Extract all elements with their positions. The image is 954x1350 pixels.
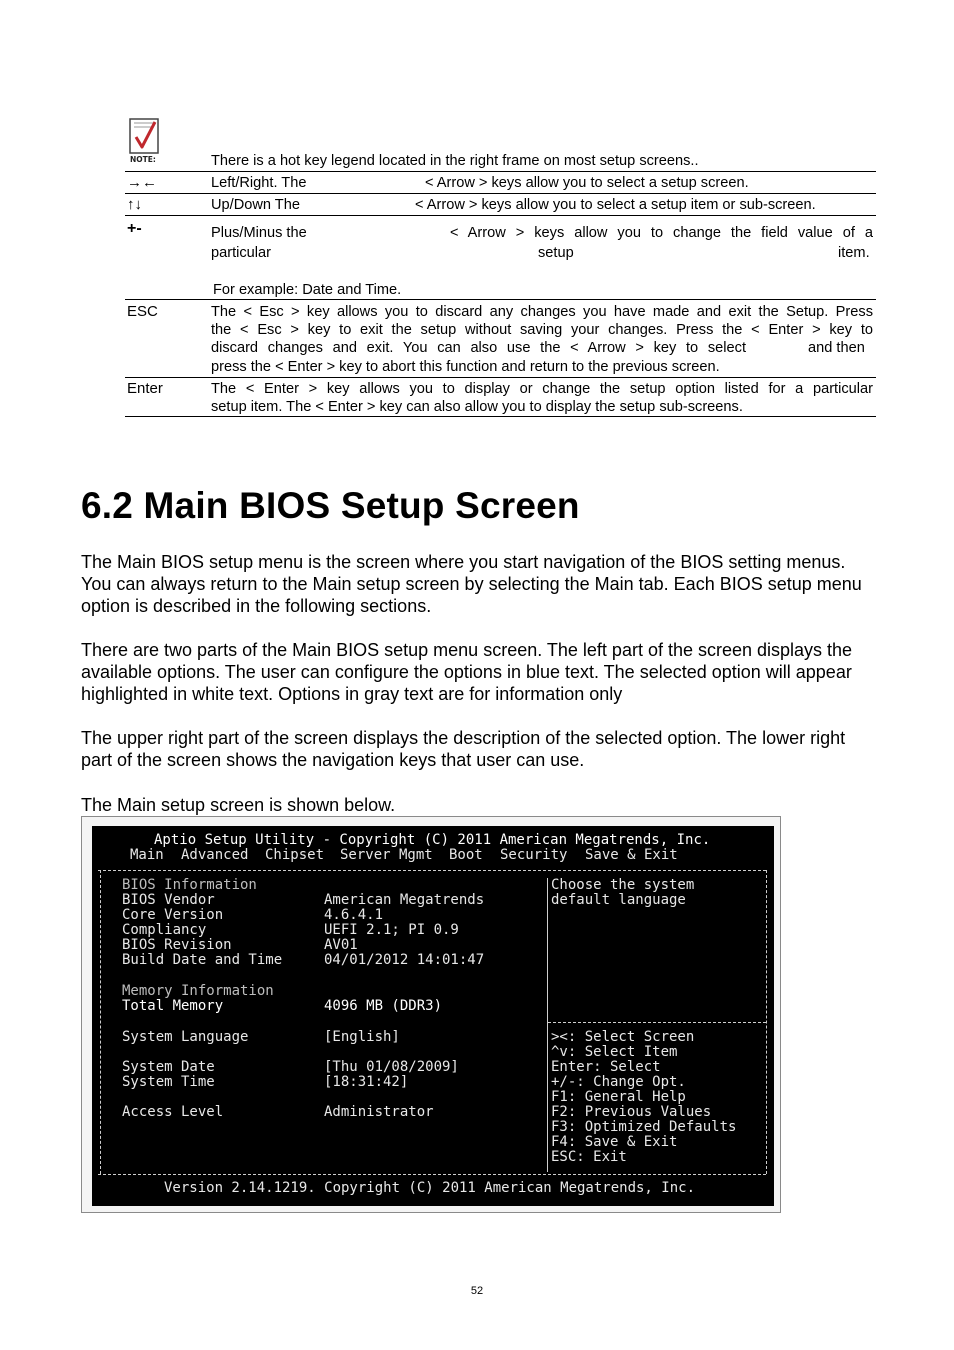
key-up-down-label: Up/Down The — [211, 197, 300, 213]
key-plus-minus-word2: setup — [538, 245, 574, 261]
bios-row-value: UEFI 2.1; PI 0.9 — [324, 922, 459, 938]
bios-menu-security[interactable]: Security — [500, 847, 568, 863]
key-esc-line1: The < Esc > key allows you to discard any changes you have made and exit the Setup. Press — [211, 304, 873, 320]
key-enter-line2: setup item. The < Enter > key can also allow you to display the setup sub-screens. — [211, 399, 743, 415]
paragraph-4: The Main setup screen is shown below. — [81, 795, 396, 815]
bios-row-label: Total Memory — [122, 998, 224, 1014]
bios-row-value: 04/01/2012 14:01:47 — [324, 952, 485, 968]
section-title: 6.2 Main BIOS Setup Screen — [81, 485, 580, 526]
table-rule — [125, 215, 876, 216]
key-enter: Enter — [127, 380, 163, 397]
bios-box-top — [98, 870, 766, 871]
bios-row-label: Compliancy — [122, 922, 207, 938]
key-esc-line2: the < Esc > key to exit the setup without saving your changes. Press the < Enter > key to — [211, 322, 873, 338]
bios-nav-key: F2: Previous Values — [551, 1104, 712, 1120]
bios-row-label: BIOS Vendor — [122, 892, 215, 908]
bios-nav-key: ^v: Select Item — [551, 1044, 678, 1060]
bios-row-label: Build Date and Time — [122, 952, 283, 968]
bios-menu-advanced[interactable]: Advanced — [181, 847, 249, 863]
bios-menu-server-mgmt[interactable]: Server Mgmt — [340, 847, 433, 863]
bios-system-date-label[interactable]: System Date — [122, 1059, 215, 1075]
table-rule — [125, 171, 876, 172]
bios-help-divider — [548, 1022, 766, 1023]
key-plus-minus-label: Plus/Minus the — [211, 225, 307, 241]
key-plus-minus-word3: item. — [838, 245, 870, 261]
bios-row-value: AV01 — [324, 937, 358, 953]
bios-row-label: Core Version — [122, 907, 224, 923]
key-left-right-desc: < Arrow > keys allow you to select a setup screen. — [425, 175, 749, 191]
bios-box-bottom — [98, 1174, 766, 1175]
bios-system-time-label[interactable]: System Time — [122, 1074, 215, 1090]
bios-system-language-value[interactable]: [English] — [324, 1029, 400, 1045]
bios-menu-main[interactable]: Main — [130, 847, 164, 863]
key-left-right: →← — [127, 174, 157, 191]
paragraph-2: There are two parts of the Main BIOS setup menu screen. The left part of the screen displays the available options. The user can configure the options in blue text. The selected option will appear highlighted in white text. Options in gray text are for information only — [81, 640, 853, 704]
bios-help-text: Choose the system — [551, 877, 695, 893]
bios-nav-key: ><: Select Screen — [551, 1029, 695, 1045]
bios-system-time-value[interactable]: [18:31:42] — [324, 1074, 409, 1090]
bios-box-divider — [547, 878, 548, 1172]
note-icon-label: NOTE: — [130, 155, 156, 164]
bios-screen — [92, 826, 774, 1206]
bios-row-label: BIOS Revision — [122, 937, 232, 953]
bios-help-text: default language — [551, 892, 686, 908]
table-rule — [125, 416, 876, 417]
key-up-down: ↑↓ — [127, 196, 142, 213]
bios-title: Aptio Setup Utility - Copyright (C) 2011 American Megatrends, Inc. — [154, 832, 711, 848]
bios-row-value: American Megatrends — [324, 892, 485, 908]
bios-row-value: Administrator — [324, 1104, 434, 1120]
bios-nav-key: F1: General Help — [551, 1089, 686, 1105]
paragraph-1: The Main BIOS setup menu is the screen where you start navigation of the BIOS setting menus. You can always return to the Main setup screen by selecting the Main tab. Each BIOS setup menu option is described in the following sections. — [81, 552, 862, 616]
note-icon — [128, 117, 164, 165]
bios-nav-key: Enter: Select — [551, 1059, 661, 1075]
bios-nav-key: F3: Optimized Defaults — [551, 1119, 737, 1135]
bios-nav-key: F4: Save & Exit — [551, 1134, 678, 1150]
table-rule — [125, 377, 876, 378]
bios-menu-boot[interactable]: Boot — [449, 847, 483, 863]
bios-row-label: Access Level — [122, 1104, 224, 1120]
key-esc-line4: press the < Enter > key to abort this function and return to the previous screen. — [211, 359, 720, 375]
key-esc-line3b: and then — [808, 340, 865, 356]
table-rule — [125, 299, 876, 300]
key-plus-minus-desc: < Arrow > keys allow you to change the field value of a — [450, 225, 873, 241]
key-plus-minus: +- — [127, 220, 142, 237]
bios-menu-save-exit[interactable]: Save & Exit — [585, 847, 678, 863]
key-esc: ESC — [127, 303, 158, 320]
bios-row-label: Memory Information — [122, 983, 274, 999]
bios-nav-key: +/-: Change Opt. — [551, 1074, 686, 1090]
bios-footer: Version 2.14.1219. Copyright (C) 2011 American Megatrends, Inc. — [164, 1180, 696, 1196]
key-up-down-desc: < Arrow > keys allow you to select a setup item or sub-screen. — [415, 197, 816, 213]
bios-box-right — [766, 870, 767, 1174]
bios-menu-chipset[interactable]: Chipset — [265, 847, 325, 863]
key-plus-minus-word1: particular — [211, 245, 272, 261]
bios-row-value: 4.6.4.1 — [324, 907, 384, 923]
bios-row-value: 4096 MB (DDR3) — [324, 998, 443, 1014]
page-number: 52 — [470, 1285, 484, 1297]
note-text: There is a hot key legend located in the right frame on most setup screens.. — [211, 153, 699, 169]
bios-system-date-value[interactable]: [Thu 01/08/2009] — [324, 1059, 459, 1075]
key-esc-line3a: discard changes and exit. You can also use the < Arrow > key to select — [211, 340, 746, 356]
key-enter-line1: The < Enter > key allows you to display or change the setup option listed for a particular — [211, 381, 873, 397]
key-left-right-label: Left/Right. The — [211, 175, 307, 191]
bios-nav-key: ESC: Exit — [551, 1149, 627, 1165]
table-rule — [125, 193, 876, 194]
key-plus-minus-example: For example: Date and Time. — [213, 282, 402, 298]
bios-row-label: BIOS Information — [122, 877, 257, 893]
bios-box-left — [100, 870, 101, 1174]
paragraph-3: The upper right part of the screen displays the description of the selected option. The lower right part of the screen shows the navigation keys that user can use. — [81, 728, 846, 770]
bios-system-language-label[interactable]: System Language — [122, 1029, 249, 1045]
